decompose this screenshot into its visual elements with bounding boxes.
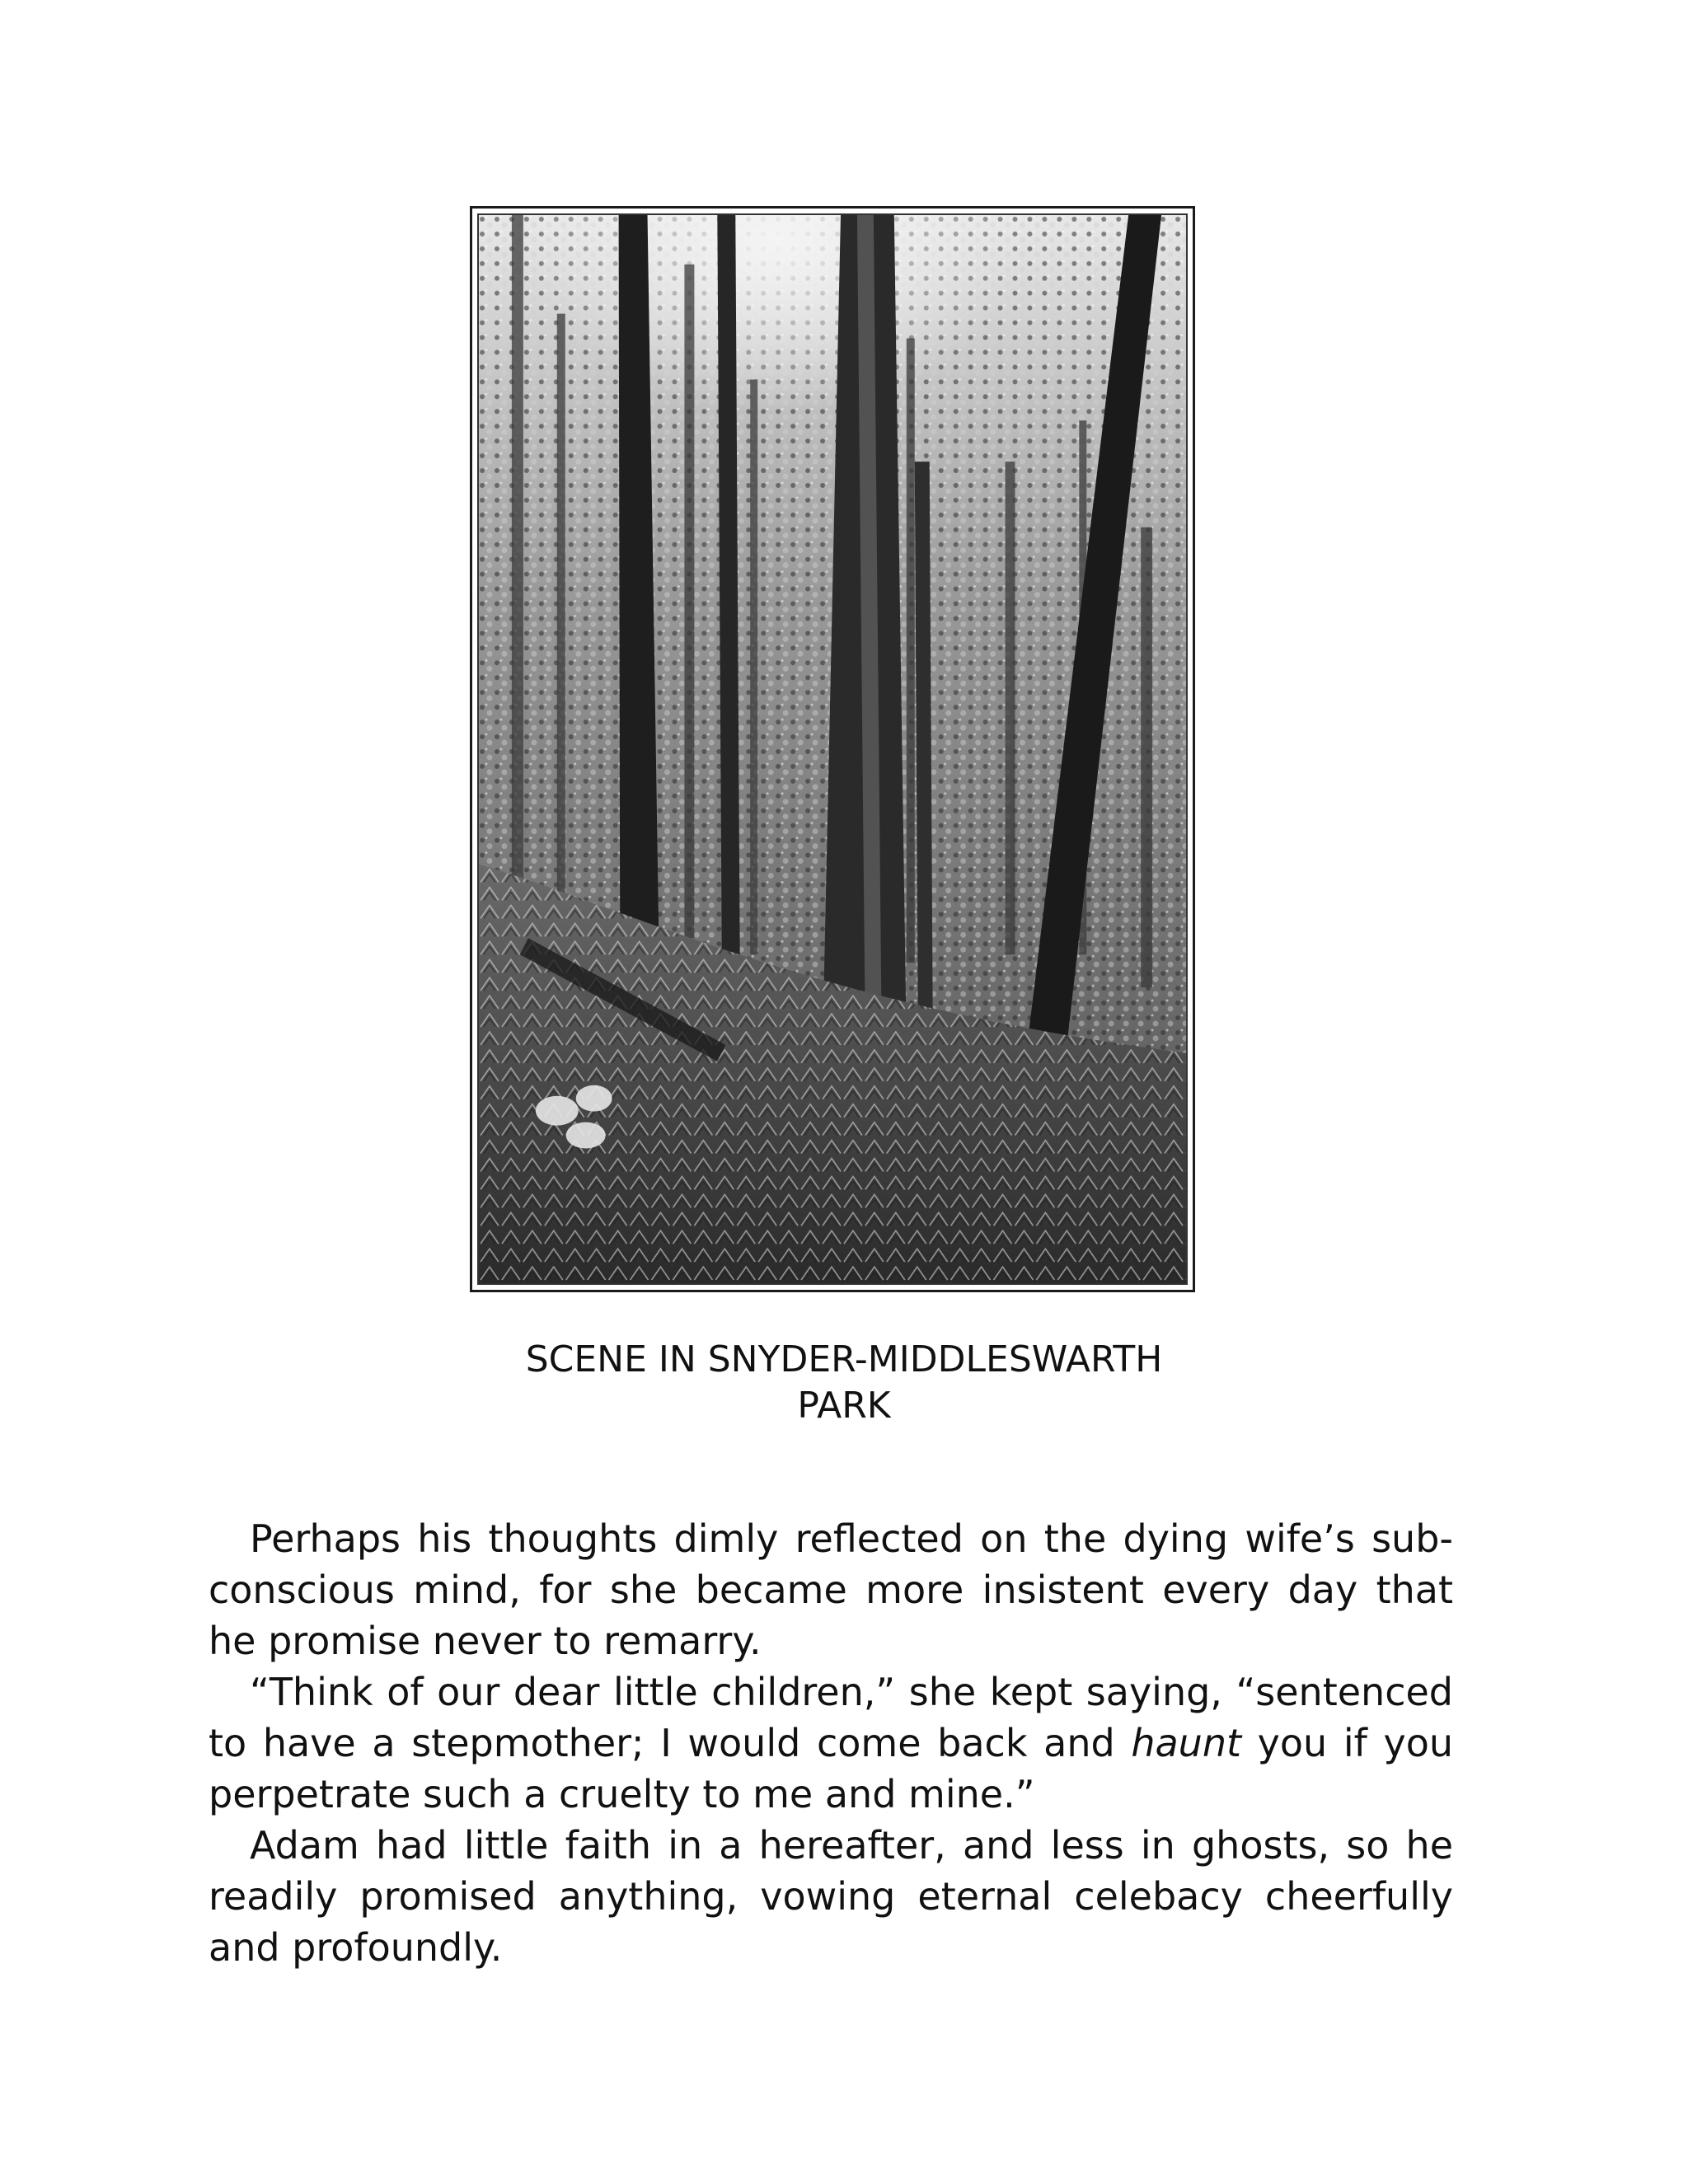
paragraph-3: Adam had little faith in a hereafter, and less in ghosts, so he readily promised anything, vowing eternal celebacy cheerfully and profoundly.	[209, 1823, 1453, 1970]
caption-line-1: SCENE IN SNYDER-MIDDLESWARTH	[525, 1338, 1163, 1380]
body-text	[209, 1513, 1453, 1973]
caption-line-2: PARK	[797, 1385, 891, 1427]
paragraph-2	[209, 1666, 1453, 1820]
paragraph-2-before: “Think of our dear little children,” she kept saying, “sentenced to have a stepmother; I would come back and	[209, 1670, 1453, 1765]
paragraph-2-after: you if you perpetrate such a cruelty to me and mine.”	[209, 1721, 1454, 1816]
paragraph-1: Perhaps his thoughts dimly reflected on the dying wife’s sub-conscious mind, for she became more insistent every day that he promise never to remarry.	[209, 1516, 1453, 1663]
figure-caption	[0, 1337, 1688, 1429]
emphasis-haunt: haunt	[1131, 1721, 1242, 1765]
forest-scene-image	[479, 215, 1186, 1283]
photograph-frame	[477, 213, 1188, 1285]
forest-photograph	[470, 206, 1195, 1292]
